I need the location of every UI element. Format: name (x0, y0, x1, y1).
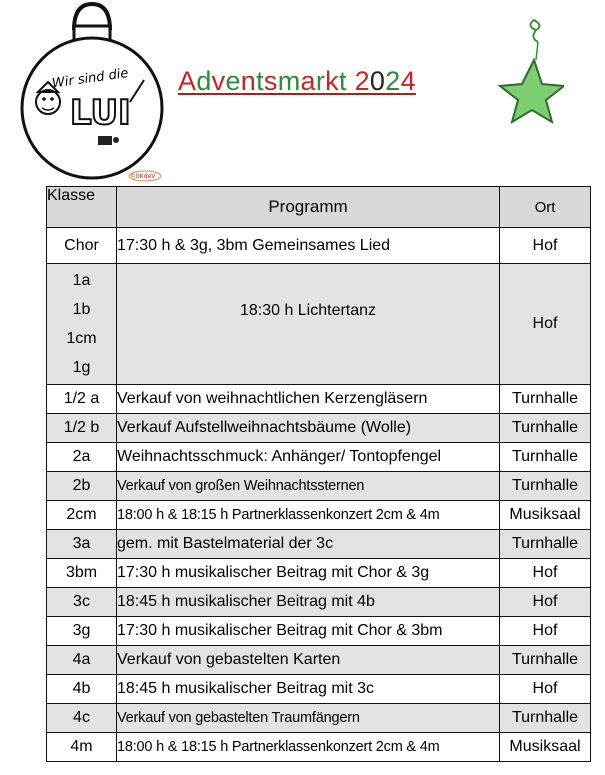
cell-klasse: 4a (47, 646, 117, 675)
table-header-row (47, 187, 591, 228)
table-row (47, 704, 591, 733)
cell-ort: Musiksaal (500, 733, 591, 762)
table-row (47, 472, 591, 501)
logo-badge: ©bKdeV (130, 173, 156, 180)
cell-klasse: 1/2 a (47, 385, 117, 414)
cell-klasse: 3c (47, 588, 117, 617)
cell-ort: Turnhalle (500, 530, 591, 559)
table-row (47, 443, 591, 472)
logo-text-main: LUI (70, 93, 131, 133)
table-row (47, 646, 591, 675)
cell-klasse: 4m (47, 733, 117, 762)
cell-klasse: 2b (47, 472, 117, 501)
cell-klasse-group (47, 264, 117, 385)
table-row (47, 675, 591, 704)
cell-ort: Hof (500, 617, 591, 646)
cell-klasse: 2a (47, 443, 117, 472)
table-row (47, 414, 591, 443)
cell-programm: 17:30 h & 3g, 3bm Gemeinsames Lied (117, 228, 500, 264)
cell-programm: 18:45 h musikalischer Beitrag mit 4b (117, 588, 500, 617)
cell-programm: gem. mit Bastelmaterial der 3c (117, 530, 500, 559)
cell-ort: Turnhalle (500, 443, 591, 472)
cell-programm: Verkauf Aufstellweihnachtsbäume (Wolle) (117, 414, 500, 443)
table-row (47, 617, 591, 646)
ornament-logo (12, 0, 172, 185)
cell-klasse: 3bm (47, 559, 117, 588)
cell-klasse: 4b (47, 675, 117, 704)
page-title: Adventsmarkt 2024 (178, 66, 416, 96)
star-ornament-icon (492, 18, 564, 128)
cell-klasse: 1/2 b (47, 414, 117, 443)
cell-ort: Turnhalle (500, 646, 591, 675)
table-row (47, 228, 591, 264)
cell-programm: 18:00 h & 18:15 h Partnerklassenkonzert 2cm & 4m (117, 733, 500, 762)
header-klasse: Klasse (47, 187, 117, 228)
table-row (47, 385, 591, 414)
cell-programm: Verkauf von weihnachtlichen Kerzengläsern (117, 385, 500, 414)
cell-klasse: 4c (47, 704, 117, 733)
cell-programm: 18:00 h & 18:15 h Partnerklassenkonzert 2cm & 4m (117, 501, 500, 530)
group-klasse: 1a (72, 272, 91, 289)
cell-ort: Turnhalle (500, 472, 591, 501)
logo-text-top: Wir sind die (51, 65, 130, 92)
cell-klasse: Chor (47, 228, 117, 264)
cell-ort: Hof (500, 559, 591, 588)
cell-ort: Hof (500, 588, 591, 617)
cell-programm: 18:45 h musikalischer Beitrag mit 3c (117, 675, 500, 704)
cell-ort: Turnhalle (500, 414, 591, 443)
program-table (46, 186, 591, 762)
cell-ort: Turnhalle (500, 704, 591, 733)
table-row (47, 530, 591, 559)
cell-ort: Turnhalle (500, 385, 591, 414)
table-row (47, 501, 591, 530)
cell-programm: Verkauf von großen Weihnachtssternen (117, 472, 500, 501)
group-klasse: 1g (72, 359, 91, 376)
cell-programm-group: 18:30 h Lichtertanz (117, 264, 500, 385)
table-row (47, 588, 591, 617)
header-ort: Ort (500, 187, 591, 228)
cell-programm: Verkauf von gebastelten Traumfängern (117, 704, 500, 733)
table-row-group (47, 264, 591, 385)
cell-ort: Hof (500, 228, 591, 264)
table-row (47, 559, 591, 588)
cell-ort: Musiksaal (500, 501, 591, 530)
cell-klasse: 3g (47, 617, 117, 646)
cell-programm: Weihnachtsschmuck: Anhänger/ Tontopfengel (117, 443, 500, 472)
cell-ort-group: Hof (500, 264, 591, 385)
group-klasse: 1b (72, 301, 91, 318)
cell-klasse: 3a (47, 530, 117, 559)
cell-programm: Verkauf von gebastelten Karten (117, 646, 500, 675)
cell-programm: 17:30 h musikalischer Beitrag mit Chor & 3g (117, 559, 500, 588)
header-programm: Programm (117, 187, 500, 228)
group-klasse: 1cm (66, 330, 97, 347)
cell-programm: 17:30 h musikalischer Beitrag mit Chor & 3bm (117, 617, 500, 646)
cell-klasse: 2cm (47, 501, 117, 530)
table-row (47, 733, 591, 762)
cell-ort: Hof (500, 675, 591, 704)
